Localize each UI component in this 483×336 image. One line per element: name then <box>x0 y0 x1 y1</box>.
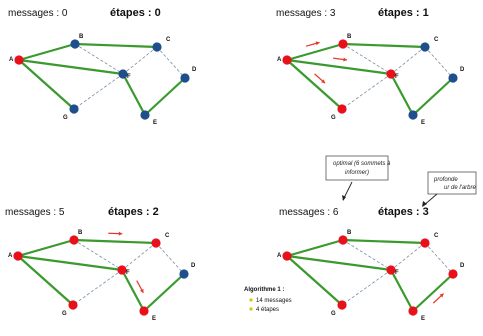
node-C <box>420 238 429 247</box>
node-label-A: A <box>277 57 282 63</box>
node-label-G: G <box>63 115 68 121</box>
node-label-G: G <box>331 115 336 121</box>
node-C <box>420 42 429 51</box>
node-label-A: A <box>277 253 282 259</box>
bullet-icon <box>249 307 252 310</box>
node-label-D: D <box>460 263 465 269</box>
node-B <box>338 39 347 48</box>
node-label-F: F <box>395 270 399 276</box>
edge-F-G <box>342 74 391 109</box>
node-label-F: F <box>127 74 131 80</box>
node-B <box>69 235 78 244</box>
node-label-C: C <box>165 233 170 239</box>
edge-F-G <box>73 270 122 305</box>
edge-B-C <box>74 240 156 243</box>
message-arrow-F-E <box>137 281 144 293</box>
node-label-B: B <box>78 230 83 236</box>
node-G <box>337 104 346 113</box>
node-E <box>140 110 149 119</box>
messages-label: messages : 0 <box>8 8 68 19</box>
node-label-E: E <box>152 316 157 322</box>
message-arrow-B-C <box>108 232 122 236</box>
node-label-B: B <box>79 34 84 40</box>
edge-A-F <box>19 60 123 74</box>
node-G <box>69 104 78 113</box>
node-B <box>338 235 347 244</box>
node-G <box>337 300 346 309</box>
edge-C-D <box>425 47 453 78</box>
note-optimal <box>326 156 391 201</box>
message-arrow-A-B <box>306 41 319 46</box>
node-label-E: E <box>421 316 426 322</box>
node-label-C: C <box>166 37 171 43</box>
messages-label: messages : 6 <box>279 207 339 218</box>
etapes-label: étapes : 0 <box>110 7 161 19</box>
etapes-label: étapes : 2 <box>108 206 159 218</box>
node-label-A: A <box>8 253 13 259</box>
edge-C-D <box>156 243 184 274</box>
etapes-label: étapes : 3 <box>378 206 429 218</box>
node-label-B: B <box>347 34 352 40</box>
node-G <box>68 300 77 309</box>
node-A <box>282 251 291 260</box>
note-optimal-line2: informer) <box>345 170 370 176</box>
node-A <box>13 251 22 260</box>
edge-E-D <box>413 78 453 115</box>
note-profondeur-line1: profonde <box>434 177 458 183</box>
node-D <box>179 269 188 278</box>
graph-panel-2 <box>276 7 465 126</box>
node-E <box>408 306 417 315</box>
edge-E-D <box>145 78 185 115</box>
note-profondeur <box>422 172 476 207</box>
node-D <box>448 269 457 278</box>
messages-label: messages : 3 <box>276 8 336 19</box>
node-label-F: F <box>126 270 130 276</box>
edge-F-C <box>123 47 157 74</box>
edge-B-C <box>343 240 425 243</box>
node-label-C: C <box>434 233 439 239</box>
message-arrow-A-G <box>315 74 325 83</box>
edge-B-C <box>343 44 425 47</box>
node-C <box>152 42 161 51</box>
node-C <box>151 238 160 247</box>
graph-panel-4 <box>277 206 465 322</box>
edge-F-E <box>391 270 413 311</box>
node-B <box>70 39 79 48</box>
edge-A-B <box>19 44 75 60</box>
edge-F-C <box>391 243 425 270</box>
edge-F-C <box>122 243 156 270</box>
edge-A-B <box>18 240 74 256</box>
message-arrow-A-F <box>333 58 347 62</box>
node-label-E: E <box>421 120 426 126</box>
edge-B-C <box>75 44 157 47</box>
node-A <box>282 55 291 64</box>
graph-panel-1 <box>8 7 197 126</box>
edge-F-G <box>342 270 391 305</box>
node-A <box>14 55 23 64</box>
node-label-G: G <box>62 311 67 317</box>
edge-F-E <box>391 74 413 115</box>
message-arrow-E-D <box>433 294 443 304</box>
node-label-E: E <box>153 120 158 126</box>
algorithm-item-etapes: 4 étapes <box>256 307 280 313</box>
node-label-G: G <box>331 311 336 317</box>
node-D <box>448 73 457 82</box>
messages-label: messages : 5 <box>5 207 65 218</box>
edge-F-E <box>123 74 145 115</box>
note-optimal-line1: optimal (6 sommets à <box>333 161 391 167</box>
note-profondeur-line2: ur de l'arbre <box>444 185 476 191</box>
bullet-icon <box>249 298 252 301</box>
edge-C-D <box>157 47 185 78</box>
graph-panel-3 <box>5 206 196 322</box>
algorithm-summary <box>244 287 292 313</box>
node-label-D: D <box>192 67 197 73</box>
node-label-B: B <box>347 230 352 236</box>
node-label-C: C <box>434 37 439 43</box>
node-E <box>139 306 148 315</box>
node-D <box>180 73 189 82</box>
algorithm-title: Algorithme 1 : <box>244 287 285 293</box>
node-label-D: D <box>460 67 465 73</box>
edge-E-D <box>144 274 184 311</box>
edge-E-D <box>413 274 453 311</box>
edge-F-G <box>74 74 123 109</box>
node-label-A: A <box>9 57 14 63</box>
edge-A-F <box>287 256 391 270</box>
node-E <box>408 110 417 119</box>
edge-A-F <box>287 60 391 74</box>
edge-F-C <box>391 47 425 74</box>
etapes-label: étapes : 1 <box>378 7 429 19</box>
edge-A-F <box>18 256 122 270</box>
node-label-D: D <box>191 263 196 269</box>
node-label-F: F <box>395 74 399 80</box>
edge-C-D <box>425 243 453 274</box>
edge-A-B <box>287 240 343 256</box>
edge-A-B <box>287 44 343 60</box>
algorithm-item-messages: 14 messages <box>256 298 292 304</box>
